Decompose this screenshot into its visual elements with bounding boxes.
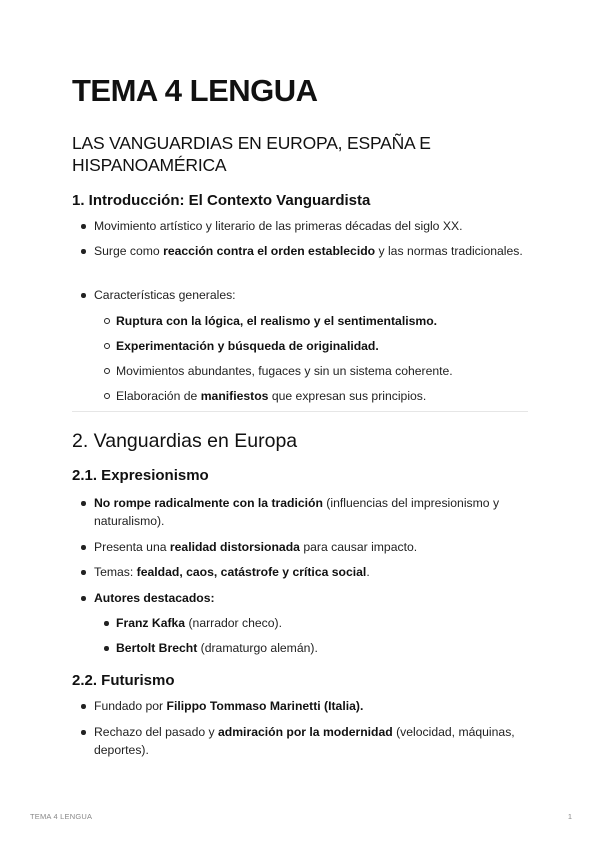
section-2-heading: 2. Vanguardias en Europa	[72, 430, 298, 452]
circle-bullet-icon	[104, 343, 110, 349]
footer-document-title: TEMA 4 LENGUA	[30, 812, 93, 821]
bullet-icon	[81, 545, 86, 550]
section-2-2-heading: 2.2. Futurismo	[72, 672, 175, 689]
list-item-text: Bertolt Brecht (dramaturgo alemán).	[116, 641, 318, 655]
circle-bullet-icon	[104, 393, 110, 399]
section-divider	[72, 411, 528, 412]
bullet-icon	[81, 730, 86, 735]
subtitle-line-1: LAS VANGUARDIAS EN EUROPA, ESPAÑA E	[72, 133, 431, 153]
list-item-text: Experimentación y búsqueda de originalidad.	[116, 339, 379, 353]
list-item-text: Elaboración de manifiestos que expresan sus principios.	[116, 389, 427, 403]
list-item-text: No rompe radicalmente con la tradición (influencias del impresionismo y naturalismo).	[94, 496, 500, 528]
bullet-icon	[81, 596, 86, 601]
list-item-text: Surge como reacción contra el orden establecido y las normas tradicionales.	[94, 244, 523, 258]
bullet-icon	[81, 570, 86, 575]
bullet-icon	[81, 249, 86, 254]
subtitle-line-2: HISPANOAMÉRICA	[72, 155, 227, 175]
circle-bullet-icon	[104, 318, 110, 324]
list-item-text: Características generales:	[94, 288, 236, 302]
bullet-icon	[81, 293, 86, 298]
document-subtitle	[72, 132, 431, 176]
list-item-text: Ruptura con la lógica, el realismo y el sentimentalismo.	[116, 314, 438, 328]
list-item-text: Movimiento artístico y literario de las primeras décadas del siglo XX.	[94, 219, 463, 233]
list-item-text: Rechazo del pasado y admiración por la modernidad (velocidad, máquinas, deportes).	[94, 725, 515, 757]
bullet-icon	[81, 501, 86, 506]
footer-page-number: 1	[567, 812, 572, 821]
bullet-icon	[81, 224, 86, 229]
bullet-icon	[81, 704, 86, 709]
list-item-text: Autores destacados:	[94, 591, 215, 605]
page-title: TEMA 4 LENGUA	[72, 73, 318, 108]
list-item-text: Movimientos abundantes, fugaces y sin un sistema coherente.	[116, 364, 453, 378]
circle-bullet-icon	[104, 368, 110, 374]
list-item-text: Franz Kafka (narrador checo).	[116, 616, 282, 630]
bullet-icon	[104, 646, 109, 651]
list-item-text: Fundado por Filippo Tommaso Marinetti (Italia).	[94, 699, 364, 713]
bullet-icon	[104, 621, 109, 626]
list-item-text: Presenta una realidad distorsionada para causar impacto.	[94, 540, 418, 554]
section-1-heading: 1. Introducción: El Contexto Vanguardista	[72, 192, 371, 209]
section-2-1-heading: 2.1. Expresionismo	[72, 467, 209, 484]
list-item-text: Temas: fealdad, caos, catástrofe y crítica social.	[94, 565, 370, 579]
